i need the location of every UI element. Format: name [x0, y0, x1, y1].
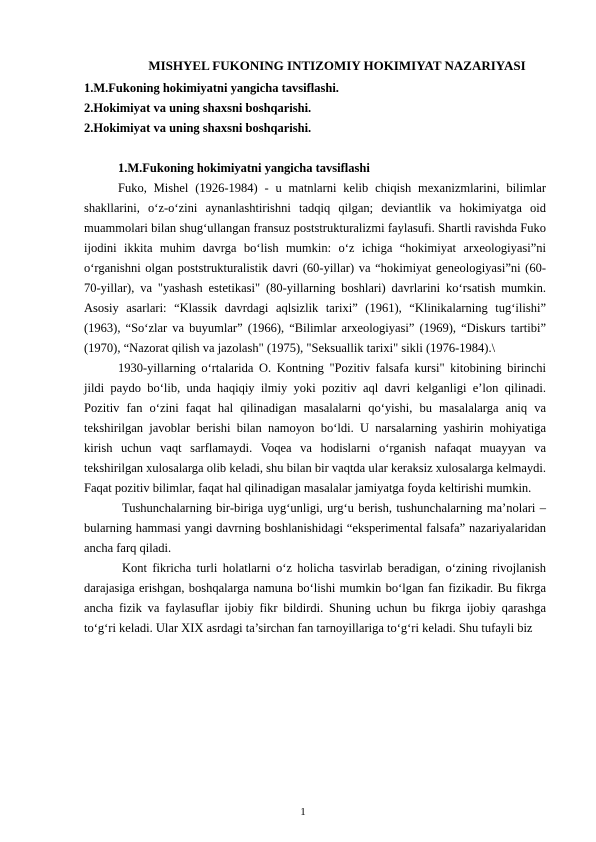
paragraph: Kont fikricha turli holatlarni o‘z holicha tasvirlab beradigan, o‘zining rivojlanish darajasiga erishgan, boshqalarga namuna bo‘lishi mumkin bo‘lgan fan fizikadir. Bu fikrga ancha fizik va faylasuflar ijobiy fikr bildirdi. Shuning uchun bu fikrga ijobiy qarashga to‘g‘ri keladi. Ular XIX asrdagi ta’sirchan fan tarnoyillariga to‘g‘ri keladi. Shu tufayli biz	[84, 561, 546, 635]
blank-line	[84, 138, 546, 158]
paragraph: 1930-yillarning o‘rtalarida O. Kontning "Pozitiv falsafa kursi" kitobining birinchi jildi paydo bo‘lib, unda haqiqiy ilmiy yoki pozitiv aql davri kelganligi e’lon qilinadi. Pozitiv fan o‘zini faqat hal qilinadigan masalalarni qo‘yishi, bu masalalarga aniq va tekshirilgan javoblar berishi bilan namoyon bo‘ldi. U narsalarning yashirin mohiyatiga kirish uchun vaqt sarflamaydi. Voqea va hodislarni o‘rganish nafaqat muayyan va tekshirilgan xulosalarga olib keladi, shu bilan bir vaqtda ular keraksiz xulosalarga kelmaydi. Faqat pozitiv bilimlar, faqat hal qilinadigan masalalar jamiyatga foyda keltirishi mumkin.	[84, 361, 546, 495]
paragraph: Fuko, Mishel (1926-1984) - u matnlarni kelib chiqish mexanizmlarini, bilimlar shakllarini, o‘z-o‘zini aynanlashtirishni tadqiq qilgan; deviantlik va hokimiyatga oid muammolari bilan shug‘ullangan fransuz poststrukturalizmi faylasufi. Shartli ravishda Fuko ijodini ikkita muhim davrga bo‘lish mumkin: o‘z ichiga “hokimiyat arxeologiyasi”ni o‘rganishni olgan poststrukturalistik davri (60-yillar) va “hokimiyat geneologiyasi”ni (60-70-yillar), va "yashash estetikasi" (80-yillarning boshlari) davrlarini ko‘rsatish mumkin. Asosiy asarlari: “Klassik davrdagi aqlsizlik tarixi” (1961), “Klinikalarning tug‘ilishi” (1963), “So‘zlar va buyumlar” (1966), “Bilimlar arxeologiyasi” (1969), “Diskurs tartibi” (1970), “Nazorat qilish va jazolash" (1975), "Seksuallik tarixi" sikli (1976-1984).\	[84, 181, 546, 355]
section-heading: 1.M.Fukoning hokimiyatni yangicha tavsiflashi	[118, 161, 370, 175]
toc-item: 1.M.Fukoning hokimiyatni yangicha tavsiflashi.	[84, 81, 339, 95]
paragraph: Tushunchalarning bir-biriga uyg‘unligi, urg‘u berish, tushunchalarning ma’nolari – bularning hammasi yangi davrning boshlanishidagi “eksperimental falsafa” nazariyalaridan ancha farq qiladi.	[84, 501, 546, 555]
toc-item: 2.Hokimiyat va uning shaxsni boshqarishi.	[84, 121, 312, 135]
page-number: 1	[300, 806, 306, 818]
document-title: MISHYEL FUKONING INTIZOMIY HOKIMIYAT NAZARIYASI	[148, 58, 526, 73]
table-of-contents	[84, 78, 546, 138]
toc-item: 2.Hokimiyat va uning shaxsni boshqarishi.	[84, 101, 312, 115]
